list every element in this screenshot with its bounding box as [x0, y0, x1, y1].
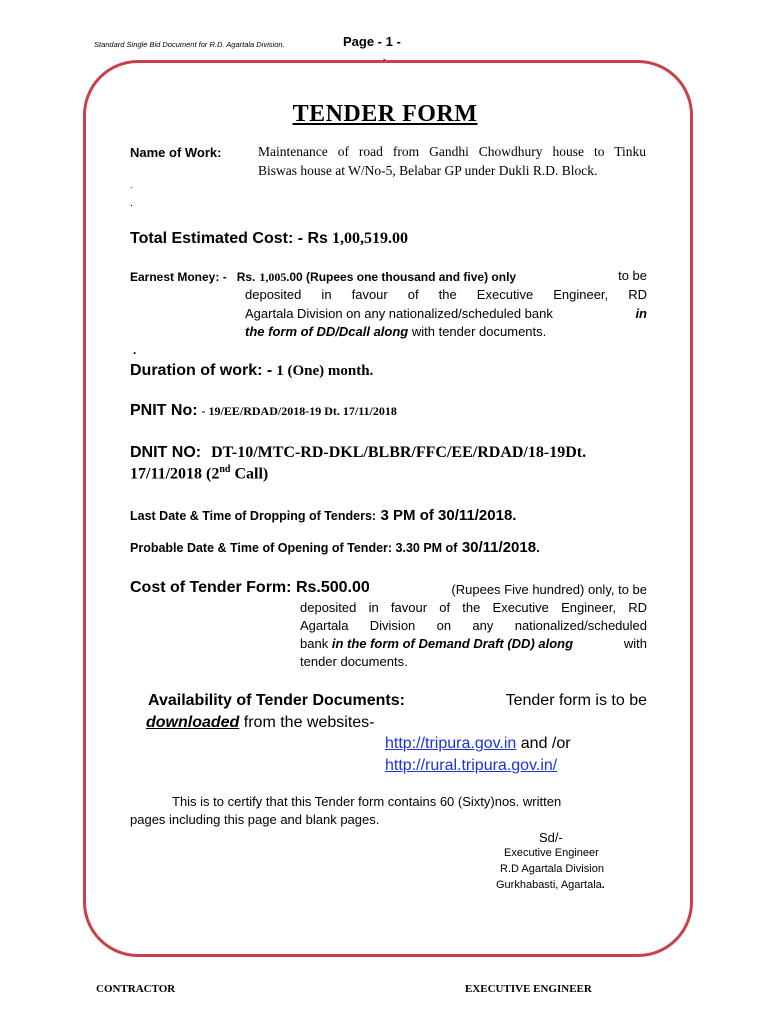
availability-line1: [148, 692, 647, 710]
cost-form-line1: [130, 579, 647, 597]
cost-form-line2: deposited in favour of the Executive Engineer, RD: [300, 600, 647, 615]
duration-line: [130, 362, 373, 380]
and-or-text: and /or: [520, 735, 571, 752]
name-of-work-line1: Maintenance of road from Gandhi Chowdhury house to Tinku: [258, 144, 646, 159]
duration-value: 1 (One) month.: [276, 363, 374, 379]
pnit-line: [130, 402, 397, 420]
earnest-money-line1: [130, 268, 647, 286]
earnest-money-amount: 1,005.: [259, 270, 290, 284]
signature-place-dot: .: [601, 879, 605, 891]
opening-date-label: Probable Date & Time of Opening of Tender: 3.30 PM of: [130, 541, 458, 555]
footer-executive-engineer: EXECUTIVE ENGINEER: [465, 983, 592, 995]
dnit-date: 17/11/2018 (2: [130, 465, 220, 483]
dnit-call: Call): [234, 465, 269, 483]
last-date-line: [130, 507, 516, 525]
last-date-label: Last Date & Time of Dropping of Tenders:: [130, 509, 377, 523]
signature-place-line: [496, 879, 605, 891]
link2-line: [385, 757, 557, 775]
opening-date-dot: .: [536, 540, 540, 555]
opening-date-value: 30/11/2018: [461, 539, 537, 556]
earnest-money-line4-rest: with tender documents.: [411, 324, 547, 339]
last-date-value: 3 PM of 30/11/2018.: [380, 507, 517, 524]
earnest-money-rs: Rs.: [236, 270, 256, 284]
earnest-money-amount-words: 00 (Rupees one thousand and five) only: [289, 270, 517, 284]
certify-line2: pages including this page and blank pages.: [130, 812, 380, 827]
name-of-work-label: Name of Work:: [130, 145, 222, 160]
earnest-money-line4: [245, 324, 546, 339]
estimated-cost-label: Total Estimated Cost: - Rs: [130, 230, 328, 247]
cost-form-line4: [300, 636, 647, 651]
link1-line: [385, 735, 571, 753]
page-number: Page - 1 -: [343, 34, 401, 49]
dnit-line2: [130, 464, 268, 483]
signature-sd: Sd/-: [539, 830, 563, 845]
estimated-cost-value: 1,00,519.00: [331, 230, 408, 247]
dnit-line1: [130, 444, 586, 462]
availability-line2: [146, 714, 375, 732]
dnit-label: DNIT NO:: [130, 444, 202, 461]
estimated-cost-line: [130, 230, 408, 248]
tripura-gov-link[interactable]: http://tripura.gov.in: [385, 735, 517, 752]
dnit-value: DT-10/MTC-RD-DKL/BLBR/FFC/EE/RDAD/18-19Dt.: [211, 444, 587, 461]
certify-line1: This is to certify that this Tender form contains 60 (Sixty)nos. written: [172, 794, 562, 809]
signature-division: R.D Agartala Division: [500, 863, 604, 875]
cost-form-label: Cost of Tender Form:: [130, 579, 292, 596]
opening-date-line: [130, 539, 540, 557]
footer-contractor: CONTRACTOR: [96, 983, 176, 995]
rural-tripura-gov-link[interactable]: http://rural.tripura.gov.in/: [385, 757, 558, 774]
header-document-title: Standard Single Bid Document for R.D. Agartala Division.: [94, 40, 285, 49]
pnit-value: - 19/EE/RDAD/2018-19 Dt. 17/11/2018: [201, 404, 397, 418]
spacer-dot: .: [130, 180, 133, 190]
downloaded-text: downloaded: [146, 714, 240, 731]
earnest-money-line2: deposited in favour of the Executive Engineer, RD: [245, 287, 647, 302]
availability-rest: Tender form is to be: [505, 692, 647, 709]
availability-label: Availability of Tender Documents:: [148, 692, 405, 709]
earnest-money-line3-in: in: [635, 306, 647, 321]
cost-form-bank: bank: [300, 636, 329, 651]
page-number-dash: -: [383, 54, 386, 64]
earnest-money-line3-text: Agartala Division on any nationalized/scheduled bank: [245, 306, 553, 321]
cost-form-line3: Agartala Division on any nationalized/scheduled: [300, 618, 647, 633]
pnit-label: PNIT No:: [130, 402, 198, 419]
spacer-dot: .: [130, 197, 134, 209]
earnest-money-label: Earnest Money: -: [130, 270, 227, 284]
form-title: TENDER FORM: [292, 101, 478, 127]
spacer-dot: .: [133, 343, 137, 357]
cost-form-with: with: [623, 636, 647, 651]
duration-label: Duration of work: -: [130, 362, 273, 379]
cost-form-value: Rs.500.00: [295, 579, 370, 596]
earnest-money-line3: [245, 306, 647, 321]
dnit-ordinal: nd: [219, 464, 231, 475]
availability-websites: from the websites-: [243, 714, 375, 731]
cost-form-dd-text: in the form of Demand Draft (DD) along: [331, 636, 574, 651]
earnest-money-line1-rest: to be: [618, 268, 647, 283]
name-of-work-line2: Biswas house at W/No-5, Belabar GP under Dukli R.D. Block.: [258, 163, 598, 178]
signature-place: Gurkhabasti, Agartala: [496, 879, 602, 891]
earnest-money-dd-text: the form of DD/Dcall along: [245, 324, 409, 339]
cost-form-line5: tender documents.: [300, 654, 408, 669]
cost-form-line1-rest: (Rupees Five hundred) only, to be: [451, 582, 647, 597]
signature-designation: Executive Engineer: [504, 847, 599, 859]
